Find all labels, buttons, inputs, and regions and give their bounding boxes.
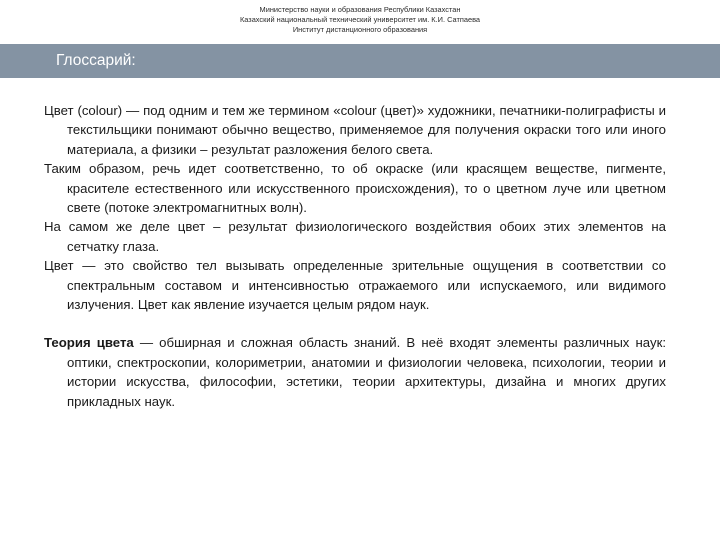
glossary-entry-color-colour	[44, 101, 666, 159]
glossary-entry-color-property	[44, 256, 666, 314]
slide-title: Глоссарий:	[56, 52, 136, 69]
glossary-title-bar	[0, 44, 720, 78]
ministry-line: Министерство науки и образования Республики Казахстан	[259, 5, 461, 14]
university-line: Казахский национальный технический университет им. К.И. Сатпаева	[239, 15, 481, 24]
definition-text: (colour) — под одним и тем же термином «colour (цвет)» художники, печатники-полиграфисты и текстильщики понимают обычно вещество, применяемое для получения окраски того или иного материала, а физики – результат разложения белого света.	[67, 103, 666, 157]
paragraph-text: На самом же деле цвет – результат физиологического воздействия обоих этих элементов на сетчатку глаза.	[44, 219, 666, 254]
definition-text: — обширная и сложная область знаний. В неё входят элементы различных наук: оптики, спектроскопии, колориметрии, анатомии и физиологии человека, психологии, теории и истории искусства, философии, эстетики, теории архитектуры, дизайна и многих других прикладных наук.	[67, 335, 666, 409]
term-color-theory: Теория цвета	[44, 335, 134, 351]
institution-header	[0, 5, 720, 35]
institute-line: Институт дистанционного образования	[292, 25, 428, 34]
term-color: Цвет	[44, 103, 74, 118]
paragraph-spacer	[44, 314, 666, 333]
term-color: Цвет	[44, 258, 74, 274]
glossary-entry-color-theory	[44, 333, 666, 411]
paragraph-text: Таким образом, речь идет соответственно, то об окраске (или красящем веществе, пигменте, красителе естественного или искусственного происхождения), то о цветном луче или цветном свете (потоке электромагнитных волн).	[44, 161, 666, 216]
glossary-content	[44, 101, 666, 411]
glossary-paragraph-thus	[44, 159, 666, 217]
glossary-paragraph-in-fact	[44, 217, 666, 256]
definition-text: — это свойство тел вызывать определенные зрительные ощущения в соответствии со спектральным составом и интенсивностью отражаемого или испускаемого, или видимого излучения. Цвет как явление изучается целым рядом наук.	[67, 258, 666, 313]
